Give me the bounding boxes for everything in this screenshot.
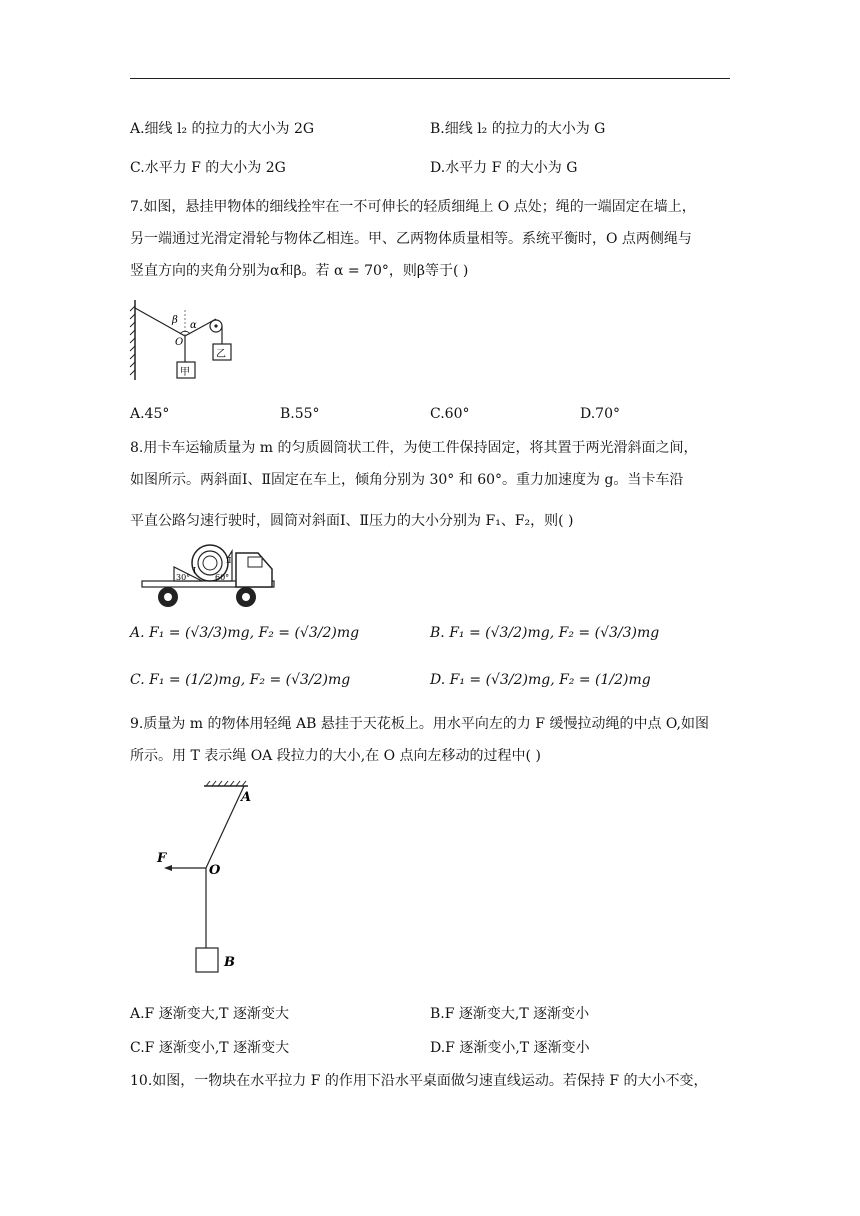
q7-yi-label: 乙	[216, 349, 226, 360]
q7-text-line2: 另一端通过光滑定滑轮与物体乙相连。甲、乙两物体质量相等。系统平衡时，O 点两侧绳与	[130, 231, 692, 247]
q9-figure	[150, 780, 260, 980]
q9-label-f: F	[157, 851, 167, 866]
q9-option-a[interactable]: A.F 逐渐变大,T 逐渐变大	[130, 1006, 289, 1022]
q9-label-a: A	[241, 790, 252, 805]
q8-slope-ii-label: Ⅱ	[226, 556, 232, 565]
q8-option-d[interactable]: D. F₁ = (√3/2)mg, F₂ = (1/2)mg	[430, 672, 651, 688]
q7-jia-label: 甲	[180, 367, 190, 378]
q9-label-b: B	[224, 955, 235, 970]
q7-option-a[interactable]: A.45°	[130, 406, 170, 422]
q10-text-line1: 10.如图，一物块在水平拉力 F 的作用下沿水平桌面做匀速直线运动。若保持 F 的大小不变，	[130, 1073, 708, 1089]
q8-option-c[interactable]: C. F₁ = (1/2)mg, F₂ = (√3/2)mg	[130, 672, 351, 688]
q7-alpha-label: α	[190, 320, 197, 331]
q8-angle-60-label: 60°	[215, 573, 230, 582]
q8-text-line1: 8.用卡车运输质量为 m 的匀质圆筒状工件，为使工件保持固定，将其置于两光滑斜面之间，	[130, 440, 698, 456]
q6-option-b[interactable]: B.细线 l₂ 的拉力的大小为 G	[430, 121, 606, 137]
q8-angle-30-label: 30°	[176, 573, 191, 582]
q8-truck-figure	[140, 543, 280, 609]
q6-option-a[interactable]: A.细线 l₂ 的拉力的大小为 2G	[130, 121, 315, 137]
q8-wheel-rear	[236, 587, 256, 607]
q7-figure	[126, 296, 246, 382]
q9-text-line2: 所示。用 T 表示绳 OA 段拉力的大小,在 O 点向左移动的过程中( )	[130, 748, 541, 764]
q7-option-c[interactable]: C.60°	[430, 406, 470, 422]
q7-beta-label: β	[172, 315, 178, 326]
q7-o-label: O	[175, 337, 184, 348]
q7-option-b[interactable]: B.55°	[280, 406, 320, 422]
q8-option-a[interactable]: A. F₁ = (√3/3)mg, F₂ = (√3/2)mg	[130, 625, 360, 641]
header-rule	[130, 78, 730, 79]
q8-slope-i-label: Ⅰ	[193, 566, 197, 575]
q7-text-line1: 7.如图，悬挂甲物体的细线拴牢在一不可伸长的轻质细绳上 O 点处；绳的一端固定在墙上，	[130, 199, 696, 215]
q9-text-line1: 9.质量为 m 的物体用轻绳 AB 悬挂于天花板上。用水平向左的力 F 缓慢拉动绳的中点 O,如图	[130, 716, 710, 732]
q8-option-b[interactable]: B. F₁ = (√3/2)mg, F₂ = (√3/3)mg	[430, 625, 660, 641]
q8-text-line2: 如图所示。两斜面Ⅰ、Ⅱ固定在车上，倾角分别为 30° 和 60°。重力加速度为 g。当卡车沿	[130, 472, 684, 488]
q6-option-c[interactable]: C.水平力 F 的大小为 2G	[130, 160, 286, 176]
q9-option-b[interactable]: B.F 逐渐变大,T 逐渐变小	[430, 1006, 590, 1022]
q9-option-c[interactable]: C.F 逐渐变小,T 逐渐变大	[130, 1040, 290, 1056]
q9-option-d[interactable]: D.F 逐渐变小,T 逐渐变小	[430, 1040, 590, 1056]
q8-text-line3: 平直公路匀速行驶时，圆筒对斜面Ⅰ、Ⅱ压力的大小分别为 F₁、F₂，则( )	[130, 513, 574, 529]
q8-wheel-front	[158, 587, 178, 607]
q9-label-o: O	[209, 863, 221, 878]
q7-text-line3: 竖直方向的夹角分别为α和β。若 α = 70°，则β等于( )	[130, 263, 469, 279]
q6-option-d[interactable]: D.水平力 F 的大小为 G	[430, 160, 578, 176]
q7-option-d[interactable]: D.70°	[580, 406, 620, 422]
